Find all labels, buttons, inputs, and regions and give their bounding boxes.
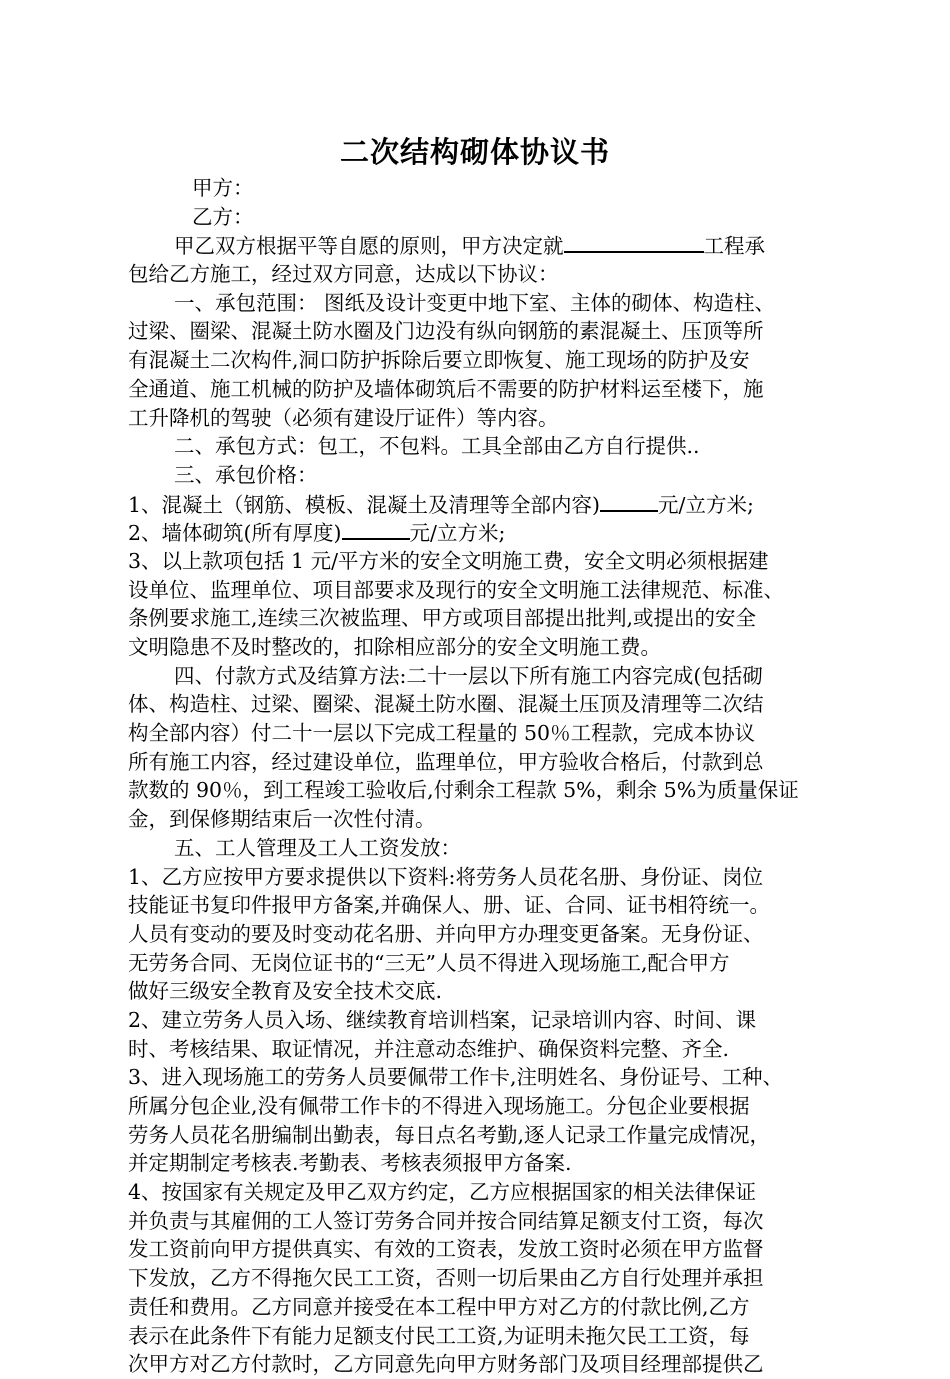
paragraph-line: 款数的 90％，到工程竣工验收后,付剩余工程款 5%，剩余 5%为质量保证	[128, 778, 799, 803]
paragraph-line: 工升降机的驾驶（必须有建设厅证件）等内容。	[128, 405, 559, 430]
paragraph-line: 表示在此条件下有能力足额支付民工工资,为证明未拖欠民工工资，每	[128, 1323, 750, 1348]
section-heading-line: 四、付款方式及结算方法:二十一层以下所有施工内容完成(包括砌	[174, 663, 763, 688]
list-item-line	[128, 490, 828, 519]
text-span: 2、墙体砌筑(所有厚度)	[128, 521, 342, 546]
list-item-line: 3、进入现场施工的劳务人员要佩带工作卡,注明姓名、身份证号、工种、	[128, 1065, 784, 1090]
text-span: 甲乙双方根据平等自愿的原则，甲方决定就	[174, 234, 564, 259]
paragraph-line: 人员有变动的要及时变动花名册、并向甲方办理变更备案。无身份证、	[128, 921, 764, 946]
list-item-line: 3、以上款项包括 1 元/平方米的安全文明施工费，安全文明必须根据建	[128, 548, 769, 573]
paragraph-line: 过梁、圈梁、混凝土防水圈及门边没有纵向钢筋的素混凝土、压顶等所	[128, 319, 764, 344]
section-heading-line: 一、承包范围： 图纸及设计变更中地下室、主体的砌体、构造柱、	[174, 290, 776, 315]
section-heading-line: 二、承包方式：包工，不包料。工具全部由乙方自行提供..	[174, 434, 700, 459]
text-span: 元/立方米;	[409, 521, 506, 546]
list-item-line: 1、乙方应按甲方要求提供以下资料:将劳务人员花名册、身份证、岗位	[128, 864, 763, 889]
text-span: 元/立方米;	[658, 492, 754, 517]
text-span: 工程承	[703, 234, 765, 259]
paragraph-line: 无劳务合同、无岗位证书的“三无”人员不得进入现场施工,配合甲方	[128, 950, 730, 975]
paragraph-line: 有混凝土二次构件,洞口防护拆除后要立即恢复、施工现场的防护及安	[128, 348, 750, 373]
paragraph-line: 时、考核结果、取证情况，并注意动态维护、确保资料完整、齐全.	[128, 1036, 730, 1061]
paragraph-line: 技能证书复印件报甲方备案,并确保人、册、证、合同、证书相符统一。	[128, 893, 771, 918]
section-heading-line: 三、承包价格：	[174, 462, 318, 487]
paragraph-line: 设单位、监理单位、项目部要求及现行的安全文明施工法律规范、标准、	[128, 577, 784, 602]
party-a-line: 甲方：	[192, 176, 254, 200]
paragraph-line: 发工资前向甲方提供真实、有效的工资表，发放工资时必须在甲方监督	[128, 1237, 764, 1262]
paragraph-line: 责任和费用。乙方同意并接受在本工程中甲方对乙方的付款比例,乙方	[128, 1294, 750, 1319]
paragraph-line: 体、构造柱、过梁、圈梁、混凝土防水圈、混凝土压顶及清理等二次结	[128, 692, 764, 717]
list-item-line: 2、建立劳务人员入场、继续教育培训档案，记录培训内容、时间、课	[128, 1007, 757, 1032]
paragraph-line: 并负责与其雇佣的工人签订劳务合同并按合同结算足额支付工资，每次	[128, 1208, 764, 1233]
paragraph-line: 所有施工内容，经过建设单位，监理单位，甲方验收合格后，付款到总	[128, 749, 764, 774]
paragraph-line: 并定期制定考核表.考勤表、考核表须报甲方备案.	[128, 1151, 572, 1176]
paragraph-line: 构全部内容）付二十一层以下完成工程量的 50％工程款，完成本协议	[128, 721, 756, 746]
document-body	[128, 174, 828, 1379]
text-span: 1、混凝土（钢筋、模板、混凝土及清理等全部内容)	[128, 492, 601, 517]
paragraph-line: 全通道、施工机械的防护及墙体砌筑后不需要的防护材料运至楼下，施	[128, 376, 764, 401]
paragraph-line	[128, 231, 828, 260]
party-b-line: 乙方：	[192, 204, 254, 229]
list-item-line	[128, 518, 828, 547]
paragraph-line: 次甲方对乙方付款时，乙方同意先向甲方财务部门及项目经理部提供乙	[128, 1352, 764, 1377]
project-name-blank	[564, 231, 704, 253]
paragraph-line: 金，到保修期结束后一次性付清。	[128, 807, 436, 832]
paragraph-line: 包给乙方施工，经过双方同意，达成以下协议：	[128, 262, 559, 287]
masonry-price-blank	[342, 518, 410, 540]
concrete-price-blank	[600, 490, 658, 512]
document-title: 二次结构砌体协议书	[339, 135, 610, 169]
list-item-line: 4、按国家有关规定及甲乙双方约定，乙方应根据国家的相关法律保证	[128, 1180, 757, 1205]
paragraph-line: 所属分包企业,没有佩带工作卡的不得进入现场施工。分包企业要根据	[128, 1094, 750, 1118]
paragraph-line: 做好三级安全教育及安全技术交底.	[128, 979, 443, 1004]
paragraph-line: 条例要求施工,连续三次被监理、甲方或项目部提出批判,或提出的安全	[128, 606, 757, 631]
section-heading-line: 五、工人管理及工人工资发放：	[174, 835, 461, 860]
paragraph-line: 下发放，乙方不得拖欠民工工资，否则一切后果由乙方自行处理并承担	[128, 1266, 764, 1291]
paragraph-line: 文明隐患不及时整改的，扣除相应部分的安全文明施工费。	[128, 635, 661, 659]
paragraph-line: 劳务人员花名册编制出勤表，每日点名考勤,逐人记录工作量完成情况，	[128, 1122, 771, 1147]
